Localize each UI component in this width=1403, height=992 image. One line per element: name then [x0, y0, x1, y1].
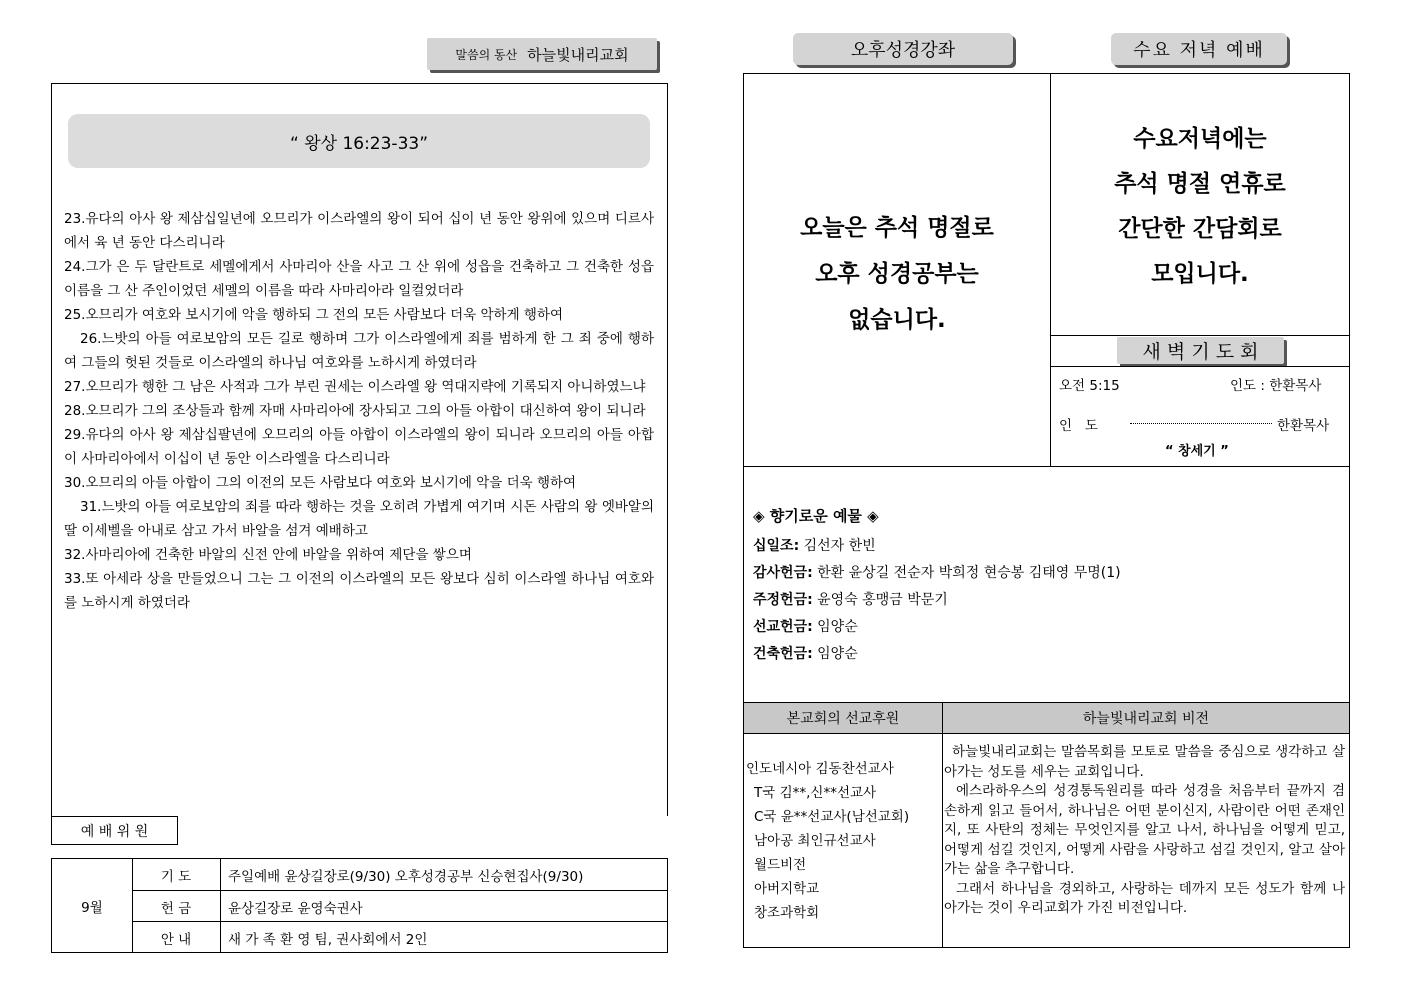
- dawn-prayer-title: [1117, 337, 1284, 364]
- offering-label: 주정헌금:: [753, 592, 813, 608]
- dawn-prayer-section: [1050, 335, 1350, 336]
- staff-role: 안 내: [160, 931, 192, 948]
- wednesday-service-title: [1111, 33, 1287, 65]
- verse: 31.느밧의 아들 여로보암의 죄를 따라 행하는 것을 오히려 가볍게 여기며 시돈 사람의 왕 엣바알의 딸 이세벨을 아내로 삼고 가서 바알을 섬겨 예배하고: [64, 499, 654, 539]
- offering-names: 한환 윤상길 전순자 박희정 현승봉 김태영 무명(1): [812, 565, 1121, 581]
- vision-paragraph: 에스라하우스의 성경통독원리를 따라 성경을 처음부터 끝까지 겸손하게 읽고 들어서, 하나님은 어떤 분이신지, 사람이란 어떤 존재인지, 또 사탄의 정체는 무엇인지를 알고 나서, 하나님을 어떻게 믿고, 어떻게 섬길 것인지, 어떻게 사람을 사랑하고 섬길 것인지, 알고 살아가는 삶을 추구합니다.: [944, 783, 1345, 877]
- verse: 28.오므리가 그의 조상들과 함께 자매 사마리아에 장사되고 그의 아들 아합이 대신하여 왕이 되니라: [64, 403, 646, 419]
- staff-row: [132, 890, 667, 922]
- verse: 23.유다의 아사 왕 제삼십일년에 오므리가 이스라엘의 왕이 되어 십이 년 동안 왕위에 있으며 디르사에서 육 년 동안 다스리니라: [64, 211, 654, 251]
- offerings-box: [743, 466, 1350, 703]
- mission-item: 인도네시아 김동찬선교사: [746, 761, 894, 777]
- mission-list: [744, 757, 942, 925]
- offering-names: 김선자 한빈: [799, 538, 876, 554]
- staff-row: [132, 921, 667, 953]
- staff-detail-cell: [228, 922, 427, 953]
- verse: 29.유다의 아사 왕 제삼십팔년에 오므리의 아들 아합이 이스라엘의 왕이 되니라 오므리의 아들 아합이 사마리아에서 이십이 년 동안 이스라엘을 다스리니라: [64, 427, 654, 467]
- staff-detail: 주일예배 윤상길장로(9/30) 오후성경공부 신승현집사(9/30): [228, 868, 584, 885]
- mission-item: 월드비전: [754, 857, 807, 873]
- wednesday-message-line: 수요저녁에는: [1133, 126, 1267, 152]
- wednesday-message-line: 추석 명절 연휴로: [1114, 171, 1286, 197]
- staff-month: 9월: [81, 899, 103, 916]
- staff-row: [132, 859, 667, 890]
- vision-text: [944, 743, 1345, 919]
- verse: 25.오므리가 여호와 보시기에 악을 행하되 그 전의 모든 사람보다 더욱 악하게 행하여: [64, 307, 564, 323]
- mission-item: T국 김**,신**선교사: [754, 785, 877, 801]
- verse: 32.사마리아에 건축한 바알의 신전 안에 바알을 위하여 제단을 쌓으며: [64, 547, 472, 563]
- offering-item: [753, 589, 948, 609]
- afternoon-message-line: 없습니다.: [848, 307, 946, 333]
- dawn-prayer-leader-top: 인도 : 한환목사: [1230, 378, 1322, 394]
- mission-item: 남아공 최인규선교사: [754, 833, 876, 849]
- church-banner: [427, 38, 657, 70]
- dawn-prayer-leader-label: 인 도: [1059, 418, 1098, 434]
- mission-vision-table: [743, 702, 1350, 948]
- vision-header: [943, 703, 1349, 734]
- passage-title: “ 왕상 16:23-33”: [289, 133, 429, 154]
- afternoon-study-title: [793, 33, 1013, 65]
- staff-role: 기 도: [160, 868, 192, 885]
- staff-detail-cell: [228, 859, 583, 890]
- worship-staff-label-text: 예 배 위 원: [80, 823, 149, 840]
- verse: 26.느밧의 아들 여로보암의 모든 길로 행하며 그가 이스라엘에게 죄를 범하게 한 그 죄 중에 행하여 그들의 헛된 것들로 이스라엘의 하나님 여호와를 노하시게 하였더라: [64, 331, 654, 371]
- offering-names: 윤영숙 홍맹금 박문기: [812, 592, 948, 608]
- afternoon-message-line: 오후 성경공부는: [815, 261, 979, 287]
- dawn-prayer-leader-name: 한환목사: [1277, 418, 1330, 434]
- mission-vision-divider: [942, 733, 943, 947]
- offering-item: [753, 535, 876, 555]
- wednesday-message-line: 간단한 간담회로: [1118, 216, 1282, 242]
- staff-month-cell: [52, 859, 133, 952]
- vision-header-text: 하늘빛내리교회 비전: [1082, 711, 1210, 727]
- offering-item: [753, 643, 858, 663]
- worship-staff-label: [51, 816, 178, 845]
- staff-role: 헌 금: [160, 900, 192, 917]
- offerings-heading: ◈ 향기로운 예물 ◈: [753, 507, 879, 525]
- mission-item: C국 윤**선교사(남선교회): [754, 809, 910, 825]
- wednesday-message: [1051, 117, 1349, 297]
- staff-detail: 새 가 족 환 영 팀, 권사회에서 2인: [228, 931, 428, 948]
- mission-item: 아버지학교: [754, 881, 820, 897]
- offering-names: 임양순: [812, 646, 858, 662]
- verse-list: [64, 207, 654, 615]
- staff-detail-cell: [228, 891, 363, 922]
- verse: 33.또 아세라 상을 만들었으니 그는 그 이전의 이스라엘의 모든 왕보다 심히 이스라엘 하나님 여호와를 노하시게 하였더라: [64, 571, 654, 611]
- mission-header: [744, 703, 943, 734]
- verse: 24.그가 은 두 달란트로 세멜에게서 사마리아 산을 사고 그 산 위에 성읍을 건축하고 그 건축한 성읍 이름을 그 산 주인이었던 세멜의 이름을 따라 사마리아라 일컬었더라: [64, 259, 654, 299]
- offering-item: [753, 616, 858, 636]
- church-banner-prefix: 말씀의 동산: [455, 47, 518, 62]
- afternoon-message: [745, 205, 1049, 343]
- verse: 30.오므리의 아들 아합이 그의 이전의 모든 사람보다 여호와 보시기에 악을 더욱 행하여: [64, 475, 577, 491]
- dawn-prayer-title-text: 새 벽 기 도 회: [1142, 341, 1259, 363]
- wednesday-service-title-text: 수요 저녁 예배: [1133, 40, 1265, 61]
- staff-role-cell: [132, 859, 221, 890]
- dawn-prayer-book: “ 창세기 ”: [1165, 444, 1229, 459]
- offering-label: 감사헌금:: [753, 565, 813, 581]
- church-banner-name: 하늘빛내리교회: [527, 45, 629, 64]
- staff-role-cell: [132, 922, 221, 953]
- worship-staff-table: [51, 858, 668, 953]
- mission-item: 창조과학회: [754, 905, 820, 921]
- verse: 27.오므리가 행한 그 남은 사적과 그가 부린 권세는 이스라엘 왕 역대지략에 기록되지 아니하였느냐: [64, 379, 646, 395]
- dawn-prayer-leader-dots: [1130, 423, 1272, 424]
- mission-header-text: 본교회의 선교후원: [786, 711, 900, 727]
- vision-paragraph: 그래서 하나님을 경외하고, 사랑하는 데까지 모든 성도가 함께 나아가는 것이 우리교회가 가진 비전입니다.: [944, 880, 1345, 916]
- afternoon-message-line: 오늘은 추석 명절로: [800, 215, 994, 241]
- offering-names: 임양순: [812, 619, 858, 635]
- offering-item: [753, 562, 1121, 582]
- offering-label: 십일조:: [753, 538, 800, 554]
- staff-role-cell: [132, 891, 221, 922]
- dawn-prayer-divider: [1050, 366, 1350, 367]
- staff-detail: 윤상길장로 윤영숙권사: [228, 900, 363, 917]
- offering-label: 선교헌금:: [753, 619, 813, 635]
- afternoon-study-title-text: 오후성경강좌: [850, 40, 956, 61]
- dawn-prayer-time: 오전 5:15: [1059, 378, 1120, 394]
- wednesday-message-line: 모입니다.: [1151, 261, 1249, 287]
- vision-paragraph: 하늘빛내리교회는 말씀목회를 모토로 말씀을 중심으로 생각하고 살아가는 성도를 세우는 교회입니다.: [944, 744, 1345, 780]
- passage-title-bar: [68, 114, 650, 168]
- offering-label: 건축헌금:: [753, 646, 813, 662]
